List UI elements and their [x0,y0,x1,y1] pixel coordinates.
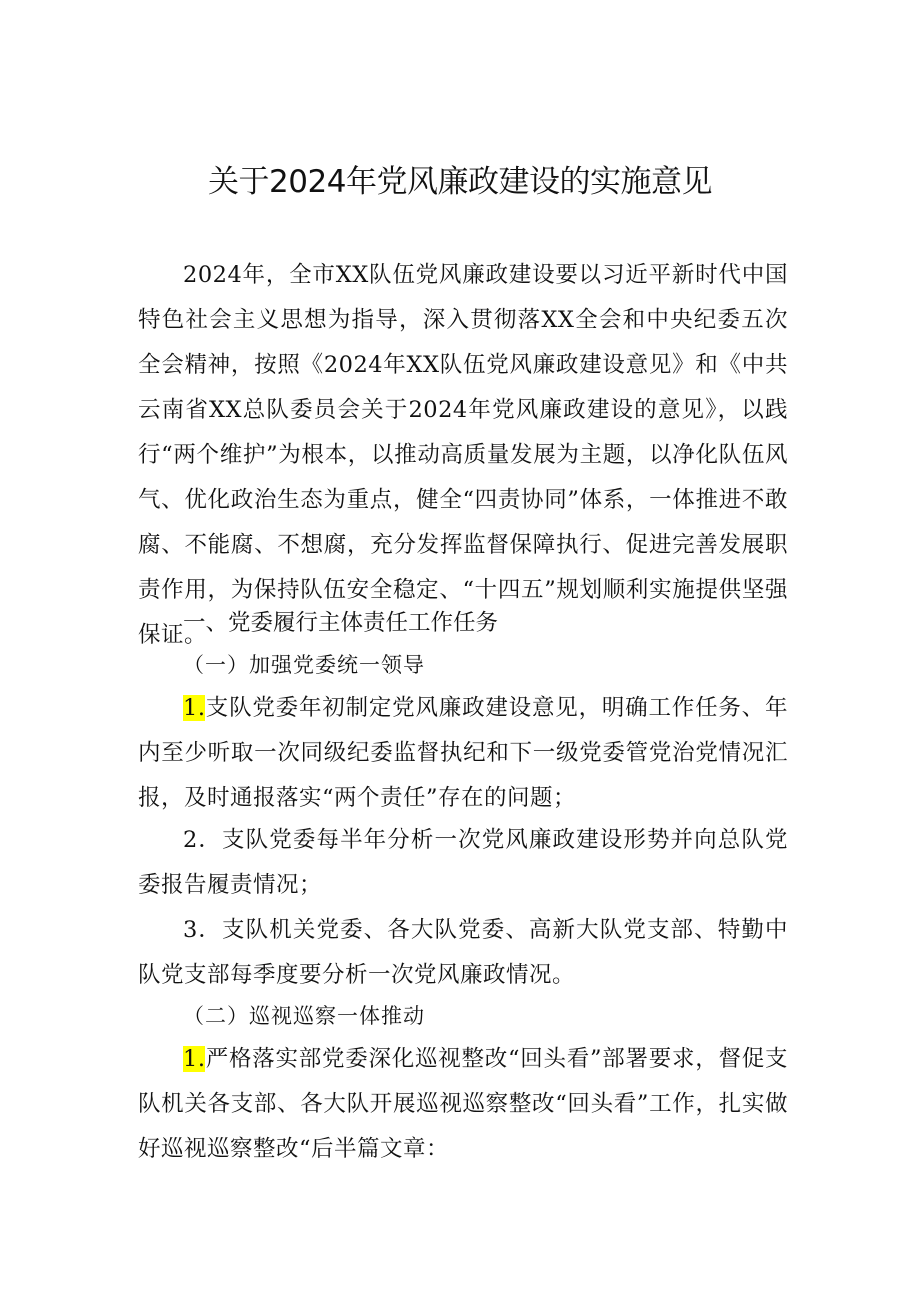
section-heading-1: 一、党委履行主体责任工作任务 [183,610,499,636]
item-1-3 [138,908,788,998]
subsection-heading-1: （一）加强党委统一领导 [183,653,425,677]
item-number-highlight: 1. [183,695,206,721]
item-2-1 [138,1037,788,1172]
item-text: 支队党委年初制定党风廉政建设意见，明确工作任务、年内至少听取一次同级纪委监督执纪和下一级党委管党治党情况汇报，及时通报落实“两个责任”存在的问题； [138,695,788,811]
intro-paragraph: 2024年，全市XX队伍党风廉政建设要以习近平新时代中国特色社会主义思想为指导，深入贯彻落XX全会和中央纪委五次全会精神，按照《2024年XX队伍党风廉政建设意见》和《中共云南省XX总队委员会关于2024年党风廉政建设的意见》，以践行“两个维护”为根本，以推动高质量发展为主题，以净化队伍风气、优化政治生态为重点，健全“四责协同”体系，一体推进不敢腐、不能腐、不想腐，充分发挥监督保障执行、促进完善发展职责作用，为保持队伍安全稳定、“十四五”规划顺利实施提供坚强保证。 [138,262,788,648]
item-text: ．支队党委每半年分析一次党风廉政建设形势并向总队党委报告履责情况； [138,827,788,898]
item-text: 严格落实部党委深化巡视整改“回头看”部署要求，督促支队机关各支部、各大队开展巡视巡察整改“回头看”工作，扎实做好巡视巡察整改“后半篇文章： [138,1046,788,1162]
item-number: 2 [183,827,198,853]
item-text: ．支队机关党委、各大队党委、高新大队党支部、特勤中队党支部每季度要分析一次党风廉政情况。 [138,917,788,988]
item-number-highlight: 1. [183,1046,206,1072]
document-title: 关于2024年党风廉政建设的实施意见 [208,164,712,200]
item-number: 3 [183,917,198,943]
item-1-2 [138,818,788,908]
subsection-heading-2: （二）巡视巡察一体推动 [183,1004,425,1028]
item-1-1 [138,686,788,821]
